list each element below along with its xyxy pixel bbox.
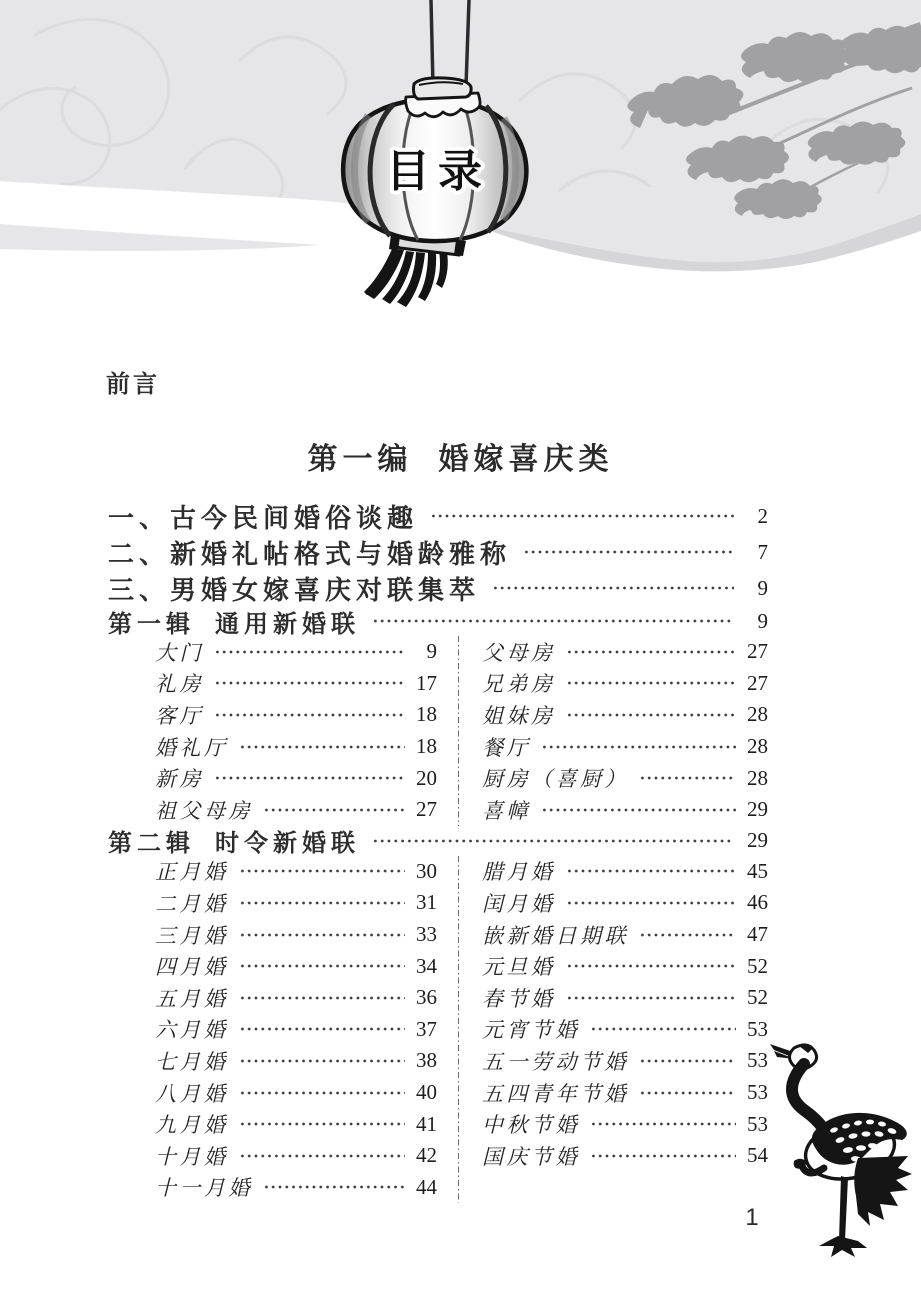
- part-heading-title: 婚嫁喜庆类: [438, 443, 614, 476]
- toc-sub-entry: [482, 794, 768, 826]
- toc-entry-title: 十月婚: [155, 1144, 229, 1169]
- part-heading: [0, 434, 921, 478]
- toc-two-column-group: [108, 856, 768, 1204]
- toc-sub-entry: [482, 856, 768, 888]
- toc-page-number: 17: [416, 670, 437, 695]
- toc-page-number: 41: [416, 1111, 437, 1136]
- header-banner: [0, 0, 921, 340]
- toc-page-number: 29: [747, 797, 768, 822]
- toc-page-number: 30: [416, 858, 437, 883]
- toc-page-number: 33: [416, 922, 437, 947]
- toc-sub-entry: [155, 699, 437, 731]
- toc-entry-title: 五四青年节婚: [482, 1081, 629, 1106]
- toc-leader-dots: [566, 642, 737, 662]
- page-number: 1: [745, 1204, 759, 1231]
- toc-section-title: 时令新婚联: [215, 830, 360, 858]
- toc-sub-entry: [482, 699, 768, 731]
- toc-entry-title: 新房: [155, 767, 204, 792]
- toc-entry-title: 兄弟房: [482, 672, 556, 697]
- toc-leader-dots: [590, 1019, 736, 1039]
- toc-leader-dots: [239, 1114, 406, 1134]
- toc-entry-title: 七月婚: [155, 1049, 229, 1074]
- toc-entry-title: 姐妹房: [482, 703, 556, 728]
- toc-page-number: 52: [747, 985, 768, 1010]
- toc-leader-dots: [590, 1146, 736, 1166]
- toc-sub-entry: [482, 919, 768, 951]
- toc-entry-title: 厨房（喜厨）: [482, 767, 629, 792]
- toc-entry-title: 四月婚: [155, 955, 229, 980]
- toc-leader-dots: [239, 1019, 406, 1039]
- toc-page-number: 53: [747, 1111, 768, 1136]
- toc-leader-dots: [639, 925, 736, 945]
- toc-page-number: 54: [747, 1143, 768, 1168]
- toc-page-number: 31: [416, 890, 437, 915]
- toc-leader-dots: [239, 956, 406, 976]
- toc-sub-entry: [482, 668, 768, 700]
- toc-sub-entry: [155, 856, 437, 888]
- toc-section-label: 第二辑: [108, 830, 195, 858]
- toc-page-number: 37: [416, 1016, 437, 1041]
- toc-section-heading: [108, 826, 768, 856]
- toc-entry-title: 二月婚: [155, 891, 229, 916]
- toc-leader-dots: [566, 861, 737, 881]
- toc-page-number: 36: [416, 985, 437, 1010]
- toc-entry-title: 一、古今民间婚俗谈趣: [108, 502, 419, 533]
- toc-leader-dots: [214, 768, 405, 788]
- toc-page-number: 42: [416, 1143, 437, 1168]
- toc-sub-entry: [155, 1140, 437, 1172]
- toc-sub-entry: [482, 887, 768, 919]
- toc-two-column-group: [108, 636, 768, 826]
- toc-entry-title: 腊月婚: [482, 860, 556, 885]
- toc-sub-entry: [155, 1045, 437, 1077]
- toc-leader-dots: [541, 800, 736, 820]
- toc-page-number: 27: [747, 639, 768, 664]
- toc-page-number: 45: [747, 858, 768, 883]
- toc-page-number: 53: [747, 1048, 768, 1073]
- toc-sub-entry: [155, 1077, 437, 1109]
- toc-section-label: 第一辑: [108, 610, 195, 638]
- toc-page-number: 53: [747, 1080, 768, 1105]
- toc-sub-entry: [155, 1172, 437, 1204]
- toc-page-number: 7: [757, 539, 768, 564]
- toc-column-right: [482, 636, 768, 826]
- toc-page-number: 29: [747, 828, 768, 853]
- toc-sub-entry: [155, 668, 437, 700]
- toc-page-number: 2: [757, 503, 768, 528]
- toc-sub-entry: [155, 762, 437, 794]
- toc-leader-dots: [263, 800, 405, 820]
- toc-leader-dots: [214, 673, 405, 693]
- toc-leader-dots: [566, 673, 737, 693]
- toc-main-entry: [108, 534, 768, 570]
- toc-leader-dots: [492, 578, 734, 598]
- toc-section-heading: [108, 606, 768, 636]
- toc-page-number: 47: [747, 922, 768, 947]
- toc-entry-title: 三、男婚女嫁喜庆对联集萃: [108, 574, 481, 605]
- toc-leader-dots: [239, 1051, 406, 1071]
- toc-leader-dots: [372, 611, 734, 631]
- toc-sub-entry: [155, 731, 437, 763]
- toc-main-entry: [108, 570, 768, 606]
- toc-sub-entry: [482, 731, 768, 763]
- toc-entry-title: 礼房: [155, 672, 204, 697]
- toc-sub-entry: [155, 982, 437, 1014]
- toc-leader-dots: [566, 988, 737, 1008]
- toc-leader-dots: [372, 831, 734, 851]
- toc-sub-entry: [482, 1140, 768, 1172]
- toc-leader-dots: [214, 642, 405, 662]
- toc-entry-title: 元宵节婚: [482, 1018, 580, 1043]
- toc-entry-title: 元旦婚: [482, 955, 556, 980]
- toc-leader-dots: [639, 768, 736, 788]
- toc-leader-dots: [639, 1083, 736, 1103]
- toc-leader-dots: [566, 956, 737, 976]
- toc-page-number: 27: [416, 797, 437, 822]
- toc-sub-entry: [482, 762, 768, 794]
- toc-entry-title: 父母房: [482, 640, 556, 665]
- toc-sub-entry: [155, 636, 437, 668]
- toc-sub-entry: [155, 950, 437, 982]
- toc-sub-entry: [482, 1108, 768, 1140]
- toc-page-number: 9: [757, 608, 768, 633]
- toc-leader-dots: [639, 1051, 736, 1071]
- toc-entry-title: 正月婚: [155, 860, 229, 885]
- toc-page-number: 44: [416, 1174, 437, 1199]
- toc-entry-title: 国庆节婚: [482, 1144, 580, 1169]
- toc-leader-dots: [214, 705, 405, 725]
- toc-leader-dots: [239, 893, 406, 913]
- toc-entry-title: 九月婚: [155, 1113, 229, 1138]
- toc-leader-dots: [239, 737, 406, 757]
- toc-leader-dots: [239, 988, 406, 1008]
- toc-entry-title: 闰月婚: [482, 891, 556, 916]
- toc-entry-title: 十一月婚: [155, 1176, 253, 1201]
- toc-leader-dots: [590, 1114, 736, 1134]
- toc-sub-entry: [482, 1045, 768, 1077]
- toc-sub-entry: [482, 1014, 768, 1046]
- toc-page-number: 28: [747, 734, 768, 759]
- toc-sub-entry: [482, 1077, 768, 1109]
- toc-entry-title: 祖父母房: [155, 798, 253, 823]
- toc-entry-title: 中秋节婚: [482, 1113, 580, 1138]
- toc-page-number: 40: [416, 1080, 437, 1105]
- toc-page-number: 20: [416, 765, 437, 790]
- toc-entry-title: 五月婚: [155, 986, 229, 1011]
- toc-leader-dots: [239, 861, 406, 881]
- toc-page-number: 38: [416, 1048, 437, 1073]
- toc-entry-title: 餐厅: [482, 735, 531, 760]
- toc-leader-dots: [239, 925, 406, 945]
- toc-leader-dots: [523, 542, 734, 562]
- toc-entry-title: 三月婚: [155, 923, 229, 948]
- toc-page-number: 9: [426, 639, 437, 664]
- toc-entry-title: 春节婚: [482, 986, 556, 1011]
- toc-entry-title: 大门: [155, 640, 204, 665]
- toc-entry-title: 二、新婚礼帖格式与婚龄雅称: [108, 538, 512, 569]
- toc-entry-title: 五一劳动节婚: [482, 1049, 629, 1074]
- toc-sub-entry: [155, 887, 437, 919]
- toc-page-number: 28: [747, 765, 768, 790]
- toc-entry-title: 六月婚: [155, 1018, 229, 1043]
- toc-column-divider: [458, 636, 459, 826]
- toc-page-number: 46: [747, 890, 768, 915]
- toc-leader-dots: [566, 705, 737, 725]
- crane-illustration: [762, 1028, 912, 1263]
- toc-leader-dots: [541, 737, 736, 757]
- toc-leader-dots: [566, 893, 737, 913]
- preface-label: 前言: [106, 371, 160, 398]
- toc-column-left: [108, 856, 437, 1204]
- toc-entry-title: 客厅: [155, 703, 204, 728]
- toc-sub-entry: [155, 919, 437, 951]
- toc-page-number: 52: [747, 953, 768, 978]
- toc-leader-dots: [263, 1177, 405, 1197]
- toc-page-number: 28: [747, 702, 768, 727]
- part-heading-label: 第一编: [307, 443, 413, 476]
- toc-entry-title: 喜幛: [482, 798, 531, 823]
- lantern-title: 目录: [386, 147, 490, 196]
- toc-main-entry: [108, 498, 768, 534]
- toc-section-title: 通用新婚联: [215, 610, 360, 638]
- toc-entry-title: 婚礼厅: [155, 735, 229, 760]
- toc-leader-dots: [430, 506, 734, 526]
- toc-leader-dots: [239, 1083, 406, 1103]
- toc-column-right: [482, 856, 768, 1204]
- toc-sub-entry: [155, 1014, 437, 1046]
- toc-page-number: 18: [416, 734, 437, 759]
- toc-page-number: 27: [747, 670, 768, 695]
- toc-page-number: 53: [747, 1016, 768, 1041]
- toc-entry-title: 八月婚: [155, 1081, 229, 1106]
- toc-sub-entry: [482, 982, 768, 1014]
- toc-sub-entry: [482, 636, 768, 668]
- toc-leader-dots: [239, 1146, 406, 1166]
- toc-sub-entry: [482, 950, 768, 982]
- toc-entry-title: 嵌新婚日期联: [482, 923, 629, 948]
- toc-page-number: 34: [416, 953, 437, 978]
- toc-column-divider: [458, 856, 459, 1204]
- toc-page-number: 9: [757, 575, 768, 600]
- toc-sub-entry: [155, 794, 437, 826]
- table-of-contents: [108, 498, 768, 1203]
- toc-sub-entry: [155, 1108, 437, 1140]
- toc-page-number: 18: [416, 702, 437, 727]
- toc-column-left: [108, 636, 437, 826]
